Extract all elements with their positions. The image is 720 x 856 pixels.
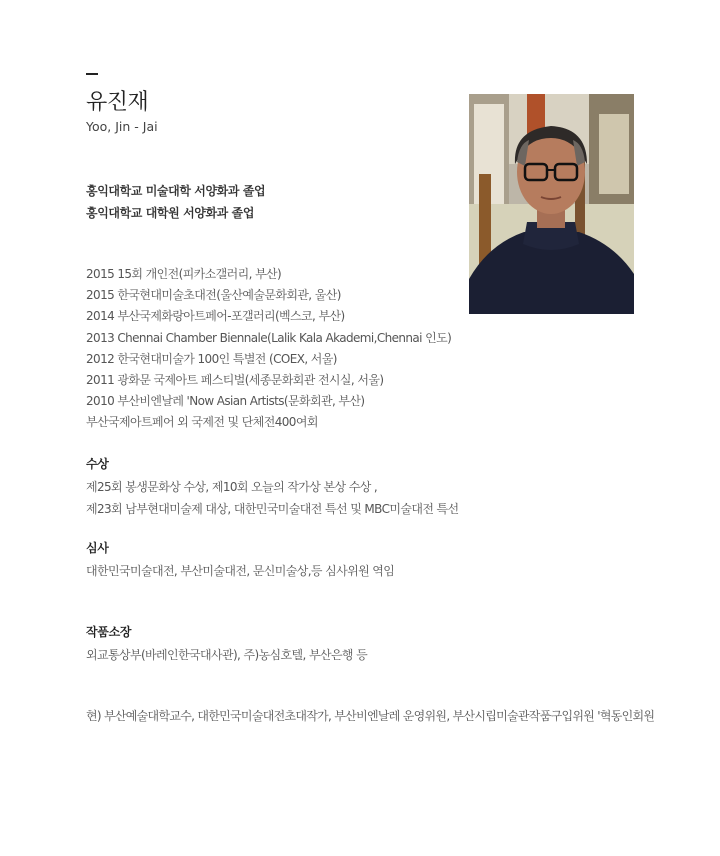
collection-section xyxy=(86,623,367,667)
exhibition-item: 부산국제아트페어 외 국제전 및 단체전400여회 xyxy=(86,415,318,430)
exhibition-item: 2011 광화문 국제아트 페스티벌(세종문화회관 전시실, 서울) xyxy=(86,373,384,388)
exhibition-item: 2013 Chennai Chamber Biennale(Lalik Kala Akademi,Chennai 인도) xyxy=(86,330,452,345)
exhibition-item: 2012 한국현대미술가 100인 특별전 (COEX, 서울) xyxy=(86,351,337,366)
collection-heading: 작품소장 xyxy=(86,625,132,639)
current-positions: 현) 부산예술대학교수, 대한민국미술대전초대작가, 부산비엔날레 운영위원, 부산시립미술관작품구입위원 '혁동인회원 xyxy=(86,709,655,723)
exhibition-item: 2010 부산비엔날레 'Now Asian Artists(문화회관, 부산) xyxy=(86,394,365,409)
exhibition-list xyxy=(86,264,451,434)
education-item: 홍익대학교 미술대학 서양화과 졸업 xyxy=(86,184,266,198)
awards-heading: 수상 xyxy=(86,457,109,471)
artist-name-english: Yoo, Jin - Jai xyxy=(86,119,158,134)
education-list xyxy=(86,180,265,224)
education-item: 홍익대학교 대학원 서양화과 졸업 xyxy=(86,206,255,220)
exhibition-item: 2015 한국현대미술초대전(울산예술문화회관, 울산) xyxy=(86,288,341,303)
jury-section xyxy=(86,539,394,583)
exhibition-item: 2015 15회 개인전(피카소갤러리, 부산) xyxy=(86,267,282,281)
award-line: 제25회 봉생문화상 수상, 제10회 오늘의 작가상 본상 수상 , xyxy=(86,480,378,494)
exhibition-item: 2014 부산국제화랑아트페어-포갤러리(벡스코, 부산) xyxy=(86,309,345,324)
award-line: 제23회 남부현대미술제 대상, 대한민국미술대전 특선 및 MBC미술대전 특선 xyxy=(86,501,459,516)
jury-heading: 심사 xyxy=(86,541,109,555)
awards-section xyxy=(86,455,459,520)
collection-line: 외교통상부(바레인한국대사관), 주)농심호텔, 부산은행 등 xyxy=(86,648,368,662)
artist-portrait-photo xyxy=(469,94,634,314)
artist-name-korean: 유진재 xyxy=(86,90,149,115)
jury-line: 대한민국미술대전, 부산미술대전, 문신미술상,등 심사위원 역임 xyxy=(86,564,395,578)
title-dash xyxy=(86,73,98,75)
